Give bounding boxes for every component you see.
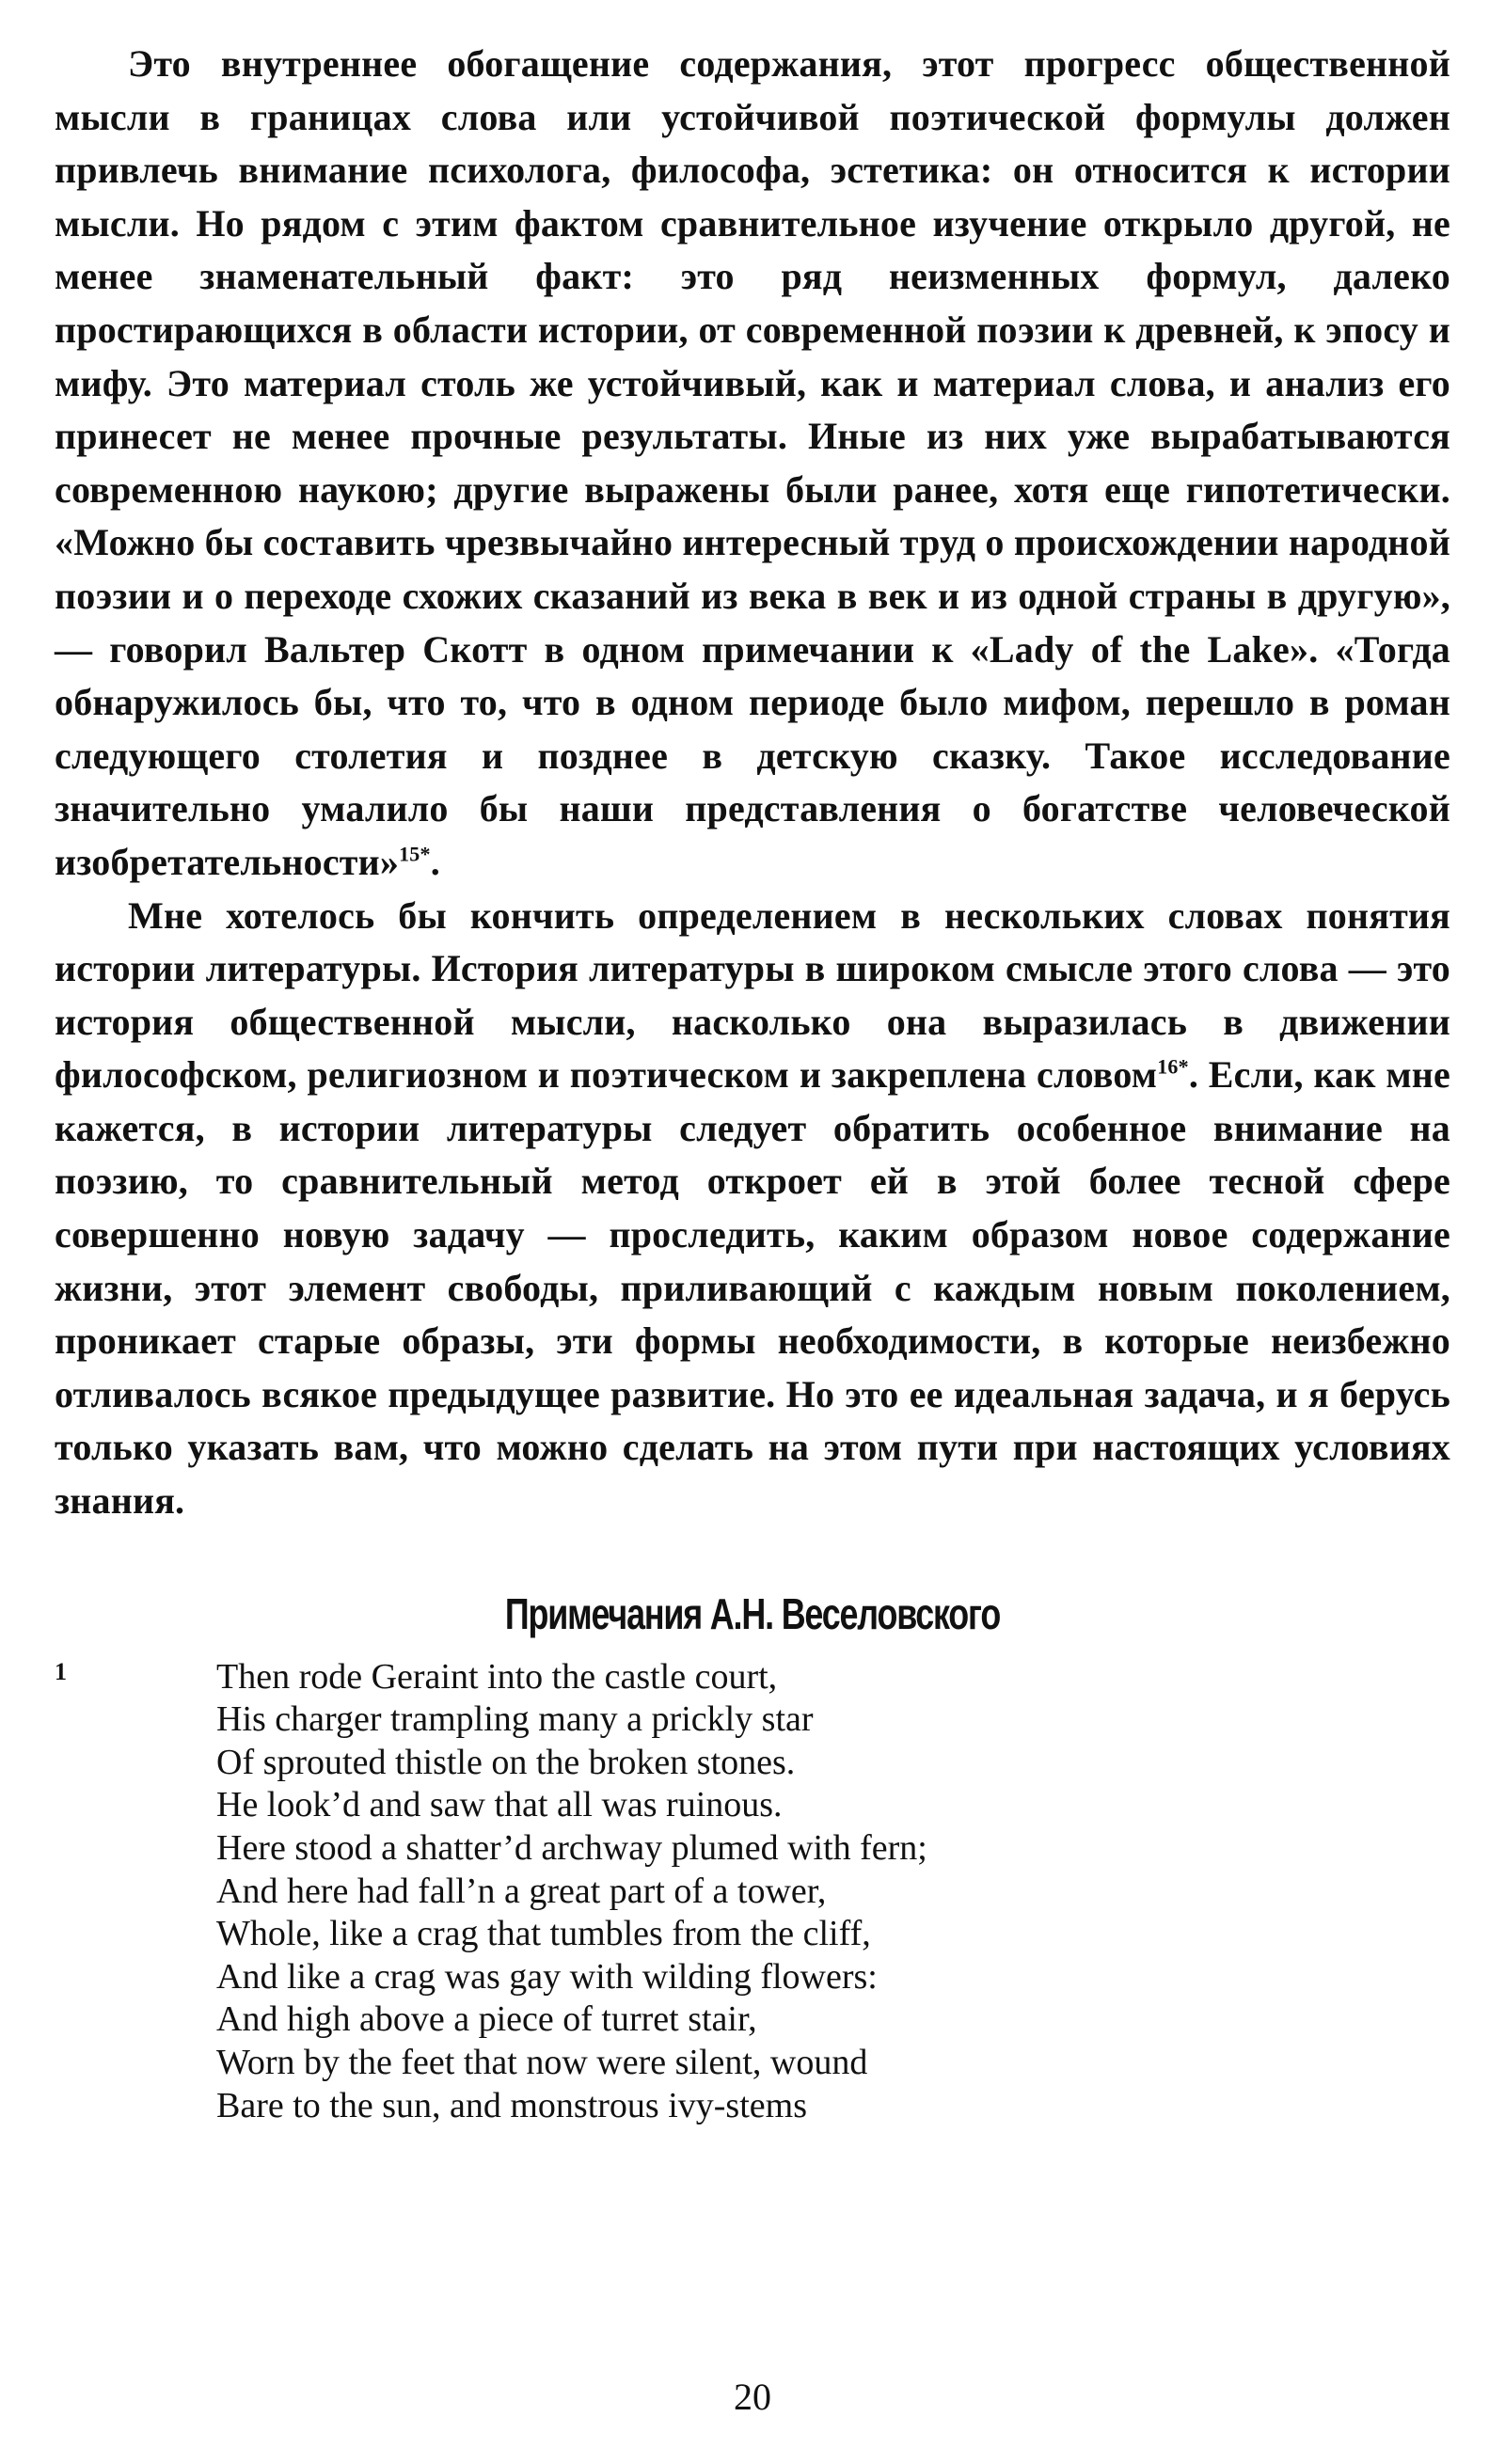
paragraph-text-after-note: . Если, как мне кажется, в истории литературы следует обратить особенное внимание на поэзию, то сравнительный метод откроет ей в этой более тесной сфере совершенно новую задачу — проследить, каким образом новое содержание жизни, этот элемент свободы, приливающий с каждым новым поколением, проникает старые образы, эти формы необходимости, в которые неизбежно отливалось всякое предыдущее развитие. Но это ее идеальная задача, и я берусь только указать вам, что можно сделать на этом пути при настоящих условиях знания.: [55, 1053, 1450, 1523]
verse-line-2: His charger trampling many a prickly star: [216, 1699, 814, 1740]
paragraph-text-before-note: Мне хотелось бы кончить определением в нескольких словах понятия истории литературы. История литературы в широком смысле этого слова — это история общественной мысли, насколько она выразилась в движении философском, религиозном и поэтическом и закреплена словом: [55, 893, 1450, 1097]
page-number: 20: [734, 2376, 771, 2418]
paragraph-end-punctuation: .: [430, 840, 440, 883]
verse-line-9: And high above a piece of turret stair,: [216, 1999, 757, 2040]
page-content: [55, 38, 1450, 2127]
verse-line-6: And here had fall’n a great part of a tower,: [216, 1871, 827, 1911]
verse-line-10: Worn by the feet that now were silent, wound: [216, 2042, 868, 2082]
verse-line-11: Bare to the sun, and monstrous ivy-stems: [216, 2085, 807, 2125]
verse-line-1: Then rode Geraint into the castle court,: [216, 1656, 778, 1697]
note-number: 1: [55, 1657, 67, 1685]
verse-line-3: Of sprouted thistle on the broken stones.: [216, 1742, 796, 1782]
verse-line-7: Whole, like a crag that tumbles from the cliff,: [216, 1914, 871, 1954]
note-1: [55, 1656, 1450, 2128]
note-reference-16: 16*: [1157, 1054, 1189, 1079]
verse-line-4: He look’d and saw that all was ruinous.: [216, 1785, 783, 1825]
body-paragraph-1: [55, 38, 1450, 890]
paragraph-text: Это внутреннее обогащение содержания, этот прогресс общественной мысли в границах слова или устойчивой поэтической формулы должен привлечь внимание психолога, философа, эстетика: он относится к истории мысли. Но рядом с этим фактом сравнительное изучение открыло другой, не менее знаменательный факт: это ряд неизменных формул, далеко простирающихся в области истории, от современной поэзии к древней, к эпосу и мифу. Это материал столь же устойчивый, как и материал слова, и анализ его принесет не менее прочные результаты. Иные из них уже вырабатываются современною наукою; другие выражены были ранее, хотя еще гипотетически. «Можно бы составить чрезвычайно интересный труд о происхождении народной поэзии и о переходе схожих сказаний из века в век и из одной страны в другую», — говорил Вальтер Скотт в одном примечании к «Lady of the Lake». «Тогда обнаружилось бы, что то, что в одном периоде было мифом, перешло в роман следующего столетия и позднее в детскую сказку. Такое исследование значительно умалило бы наши представления о богатстве человеческой изобретательности»: [55, 42, 1450, 883]
note-reference-15: 15*: [399, 842, 431, 866]
body-paragraph-2: [55, 890, 1450, 1528]
notes-heading: Примечания А.Н. Веселовского: [504, 1588, 1001, 1638]
verse-line-8: And like a crag was gay with wilding flowers:: [216, 1956, 878, 1997]
verse-line-5: Here stood a shatter’d archway plumed with fern;: [216, 1828, 927, 1868]
